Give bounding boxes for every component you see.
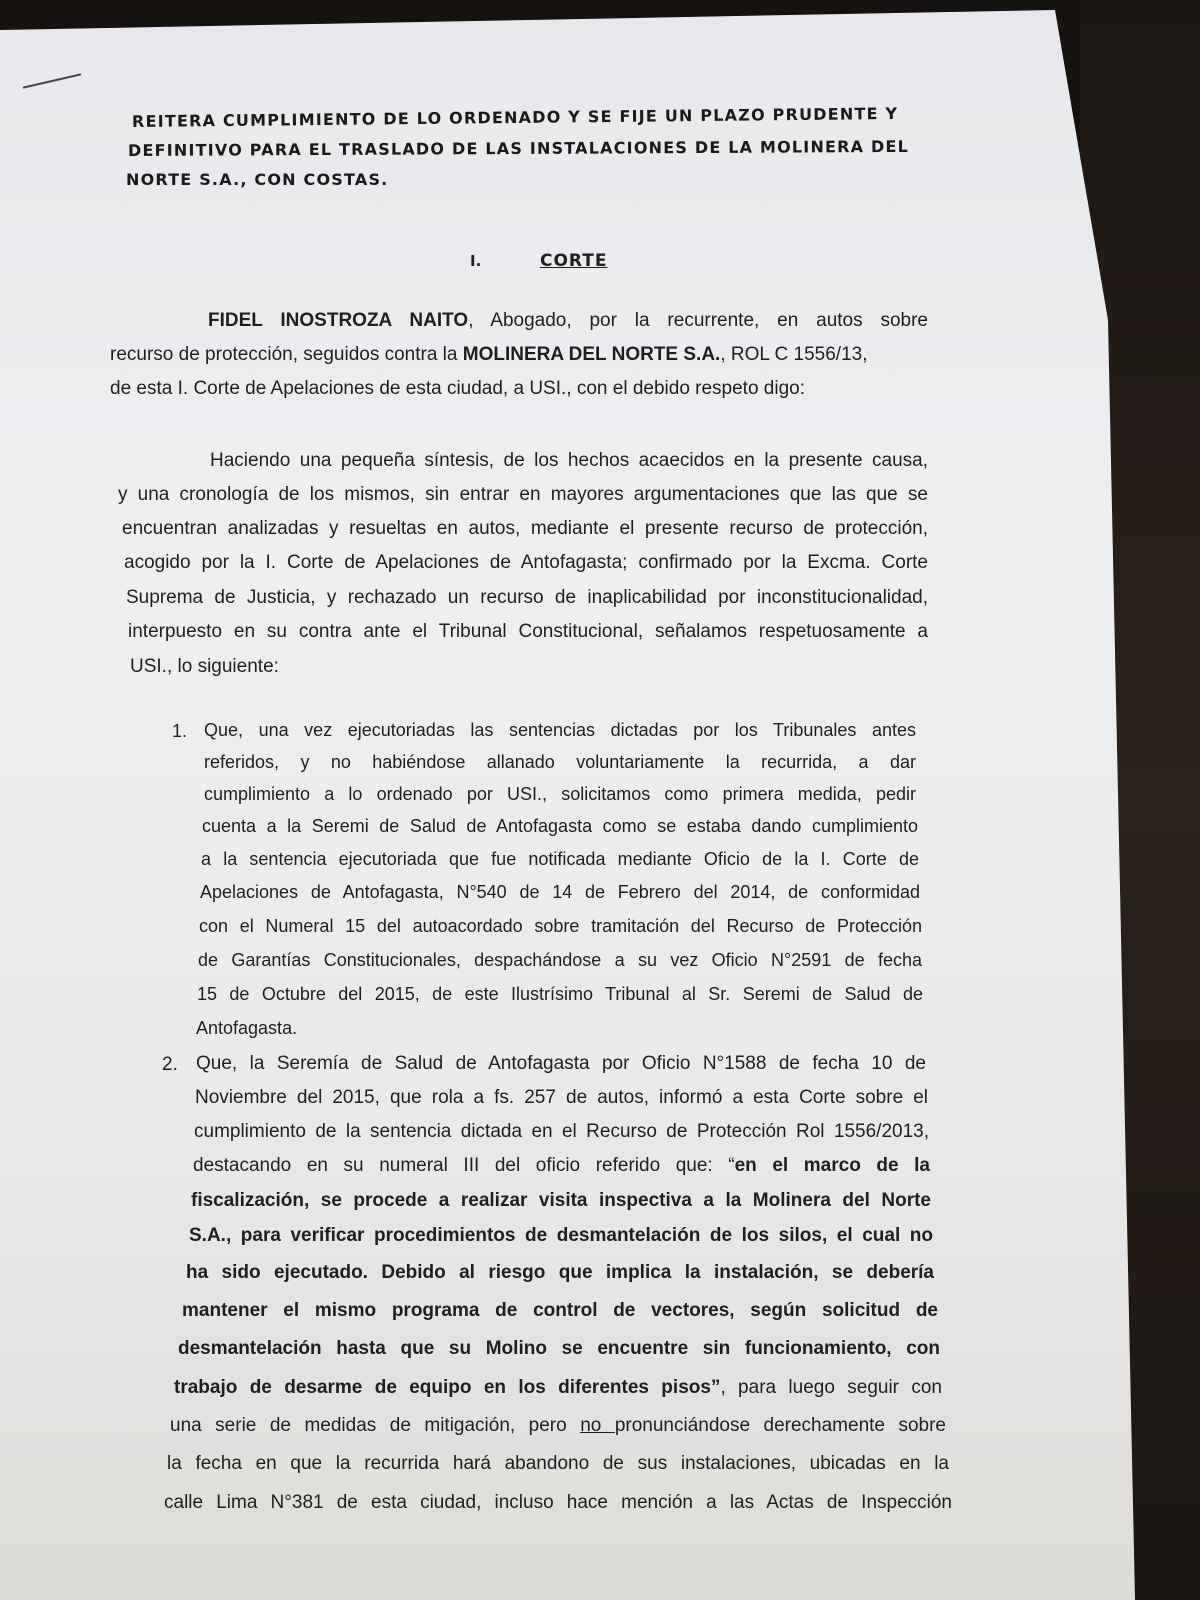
section-title: CORTE <box>540 251 608 271</box>
item-2-line-4 <box>193 1155 930 1177</box>
quote-line-5: desmantelación hasta que su Molino se encuentre sin funcionamiento, con <box>178 1338 940 1359</box>
quote-line-2: S.A., para verificar procedimientos de desmantelación de los silos, el cual no <box>189 1225 933 1246</box>
respondent-name: MOLINERA DEL NORTE S.A. <box>462 344 721 365</box>
quote-line-4: mantener el mismo programa de control de vectores, según solicitud de <box>182 1300 938 1321</box>
section-number: I. <box>470 252 482 270</box>
synthesis-line-2: y una cronología de los mismos, sin entrar en mayores argumentaciones que las que se <box>118 484 928 505</box>
item-1-line-4: cuenta a la Seremi de Salud de Antofagasta como se estaba dando cumplimiento <box>202 816 918 836</box>
synthesis-line-5: Suprema de Justicia, y rechazado un recurso de inaplicabilidad por inconstitucionalidad, <box>126 587 928 608</box>
item-2-line-11-text: una serie de medidas de mitigación, pero <box>170 1415 581 1436</box>
item-2-line-2: Noviembre del 2015, que rola a fs. 257 de autos, informó a esta Corte sobre el <box>195 1087 928 1108</box>
item-1-number: 1. <box>172 721 188 741</box>
item-2-line-11-rest: pronunciándose derechamente sobre <box>614 1415 946 1436</box>
intro-line-3: de esta I. Corte de Apelaciones de esta ciudad, a USI., con el debido respeto digo: <box>110 378 806 399</box>
synthesis-line-4: acogido por la I. Corte de Apelaciones de Antofagasta; confirmado por la Excma. Corte <box>124 552 928 573</box>
item-2-line-12: la fecha en que la recurrida hará abandono de sus instalaciones, ubicadas en la <box>167 1453 949 1474</box>
item-2-line-1: Que, la Seremía de Salud de Antofagasta por Oficio N°1588 de fecha 10 de <box>196 1053 926 1074</box>
item-2-line-11 <box>170 1415 946 1437</box>
item-1-line-2: referidos, y no habiéndose allanado voluntariamente la recurrida, a dar <box>204 752 916 772</box>
quote-start: en el marco de la <box>734 1155 931 1176</box>
underlined-no: no <box>580 1415 615 1436</box>
synthesis-line-3: encuentran analizadas y resueltas en autos, mediante el presente recurso de protección, <box>122 518 928 539</box>
attorney-name: FIDEL INOSTROZA NAITO <box>208 310 469 331</box>
quote-end: trabajo de desarme de equipo en los diferentes pisos” <box>174 1377 721 1398</box>
case-rol: , ROL C 1556/13, <box>720 344 868 365</box>
header-line-2: DEFINITIVO PARA EL TRASLADO DE LAS INSTALACIONES DE LA MOLINERA DEL <box>127 136 910 160</box>
item-1-line-7: con el Numeral 15 del autoacordado sobre tramitación del Recurso de Protección <box>199 916 922 936</box>
intro-line-1-text: , Abogado, por la recurrente, en autos sobre <box>468 310 928 331</box>
item-2-line-10 <box>174 1377 942 1399</box>
intro-line-2 <box>110 344 940 366</box>
synthesis-line-1: Haciendo una pequeña síntesis, de los hechos acaecidos en la presente causa, <box>210 450 928 471</box>
item-2-number: 2. <box>162 1054 178 1075</box>
item-1-line-8: de Garantías Constitucionales, despachándose a su vez Oficio N°2591 de fecha <box>198 950 922 970</box>
item-1-line-6: Apelaciones de Antofagasta, N°540 de 14 de Febrero del 2014, de conformidad <box>200 882 920 902</box>
header-line-1: REITERA CUMPLIMIENTO DE LO ORDENADO Y SE FIJE UN PLAZO PRUDENTE Y <box>131 103 899 131</box>
synthesis-line-6: interpuesto en su contra ante el Tribunal Constitucional, señalamos respetuosamente a <box>128 621 928 642</box>
intro-line-1 <box>208 310 928 332</box>
item-1-line-5: a la sentencia ejecutoriada que fue notificada mediante Oficio de la I. Corte de <box>201 849 919 869</box>
item-1-line-1: Que, una vez ejecutoriadas las sentencias dictadas por los Tribunales antes <box>204 720 916 740</box>
item-2-line-10-text: , para luego seguir con <box>720 1377 942 1398</box>
synthesis-line-7: USI., lo siguiente: <box>130 656 279 677</box>
header-line-3: NORTE S.A., CON COSTAS. <box>126 170 389 189</box>
item-2-line-4-text: destacando en su numeral III del oficio referido que: “ <box>193 1155 735 1176</box>
item-1-line-10: Antofagasta. <box>196 1018 298 1038</box>
intro-line-2-text: recurso de protección, seguidos contra la <box>110 344 463 365</box>
quote-line-3: ha sido ejecutado. Debido al riesgo que implica la instalación, se debería <box>186 1262 934 1283</box>
item-1-line-3: cumplimiento a lo ordenado por USI., solicitamos como primera medida, pedir <box>204 784 916 804</box>
item-1-line-9: 15 de Octubre del 2015, de este Ilustrísimo Tribunal al Sr. Seremi de Salud de <box>197 984 923 1004</box>
quote-line-1: fiscalización, se procede a realizar visita inspectiva a la Molinera del Norte <box>191 1190 931 1211</box>
item-2-line-3: cumplimiento de la sentencia dictada en el Recurso de Protección Rol 1556/2013, <box>194 1121 929 1142</box>
item-2-line-13: calle Lima N°381 de esta ciudad, incluso hace mención a las Actas de Inspección <box>164 1492 952 1513</box>
